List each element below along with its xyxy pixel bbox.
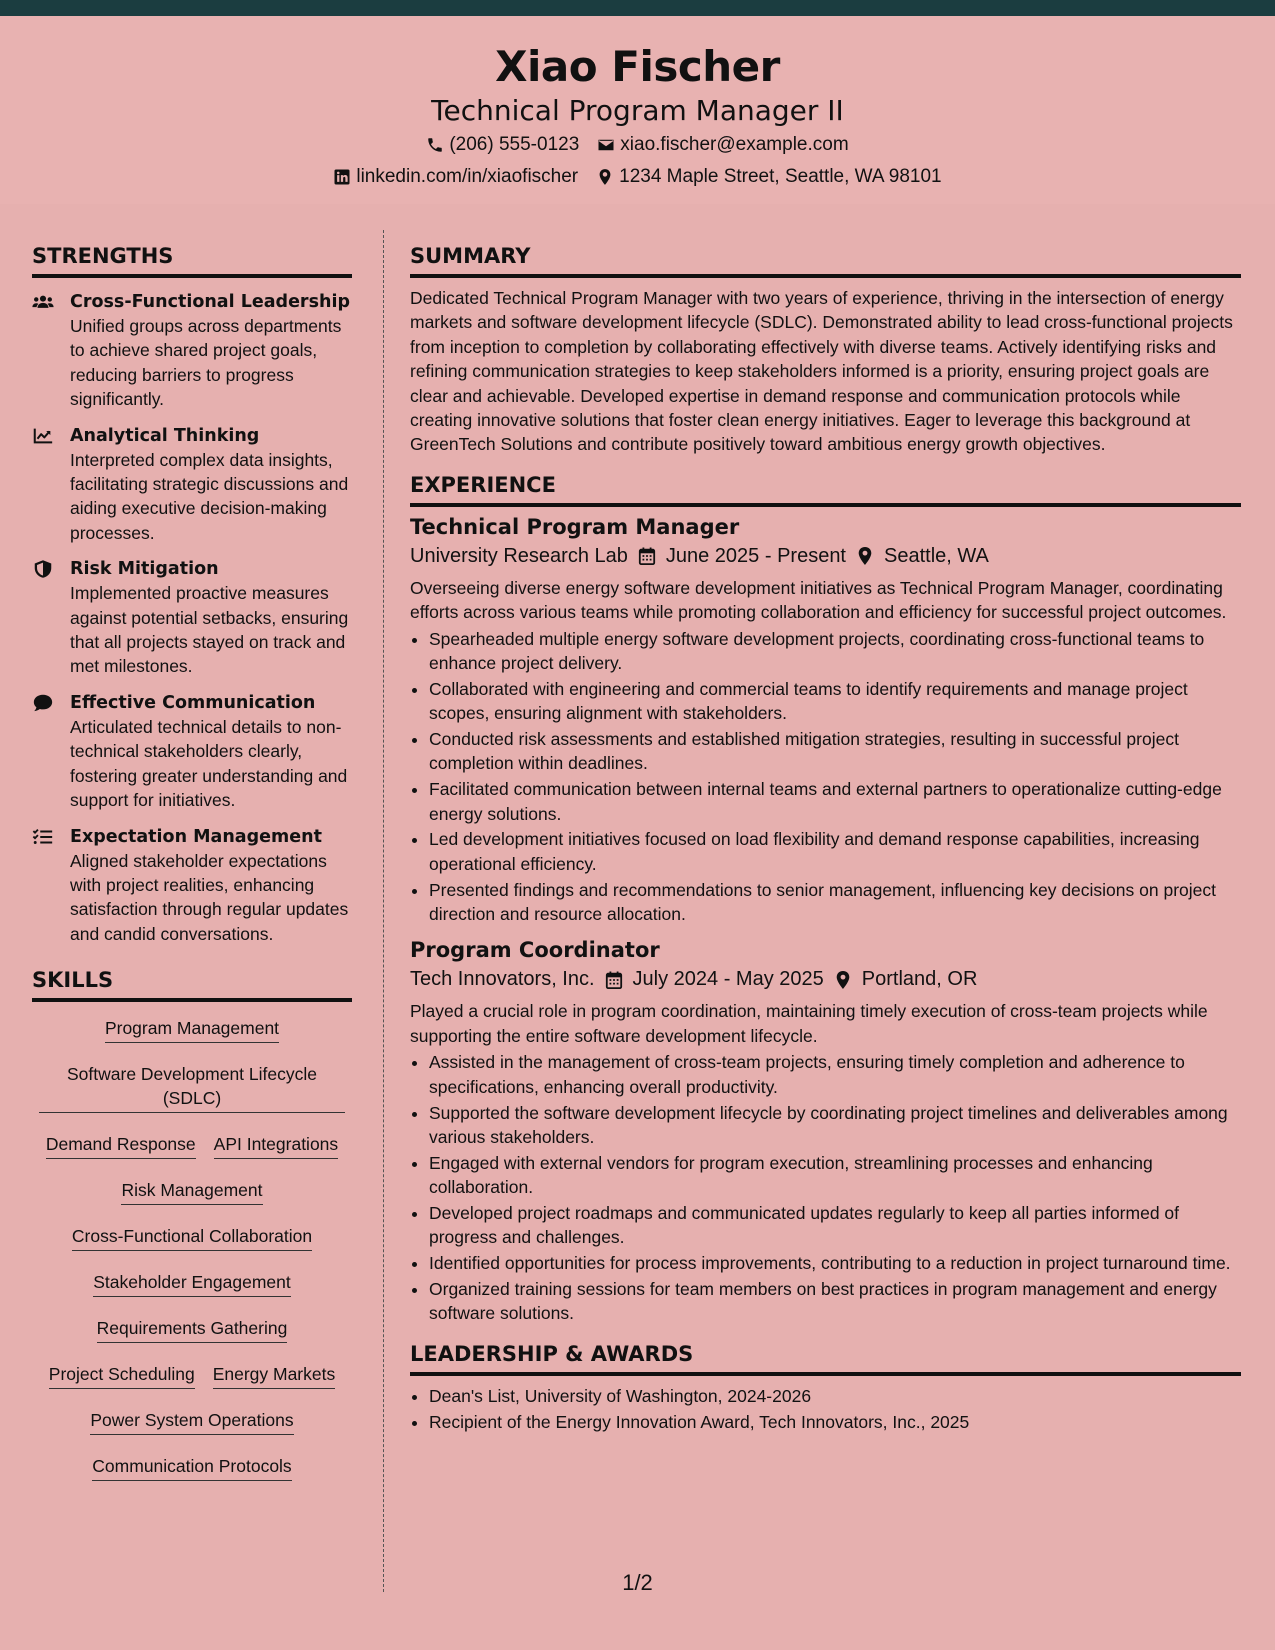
skill-tag: Demand Response <box>46 1130 196 1159</box>
strength-desc: Implemented proactive measures against potential setbacks, ensuring that all projects stayed on track and met milestones. <box>70 583 349 677</box>
job-bullet: • Conducted risk assessments and established mitigation strategies, resulting in successful project completion within deadlines. <box>429 727 1241 776</box>
strength-title: Effective Communication <box>70 692 316 713</box>
skill-tag: Risk Management <box>121 1176 262 1205</box>
strengths-heading: STRENGTHS <box>32 244 352 278</box>
email-contact[interactable] <box>597 134 848 156</box>
skills-list <box>32 1014 352 1498</box>
job-location-group <box>834 968 978 991</box>
experience-heading: EXPERIENCE <box>410 473 1241 507</box>
strength-desc: Unified groups across departments to achieve shared project goals, reducing barriers to progress significantly. <box>70 316 342 410</box>
linkedin-contact[interactable] <box>333 166 578 188</box>
job-meta <box>410 968 1241 991</box>
awards-heading: LEADERSHIP & AWARDS <box>410 1342 1241 1376</box>
top-accent-bar <box>0 0 1275 16</box>
awards-list <box>410 1384 1241 1434</box>
job-bullet: • Supported the software development lifecycle by coordinating project timelines and deliverables among various stakeholders. <box>429 1101 1241 1150</box>
job-bullets <box>410 627 1241 927</box>
right-column <box>410 244 1241 1435</box>
strength-item <box>32 691 352 813</box>
job-bullets <box>410 1050 1241 1325</box>
job-bullet: • Led development initiatives focused on load flexibility and demand response capabilities, increasing operational efficiency. <box>429 827 1241 876</box>
left-column <box>32 244 352 1498</box>
phone-icon <box>426 136 444 154</box>
email-text[interactable]: xiao.fischer@example.com <box>620 134 849 155</box>
job-bullet: • Organized training sessions for team members on best practices in program management and energy software solutions. <box>429 1277 1241 1326</box>
strength-desc: Articulated technical details to non-technical stakeholders clearly, fostering greater understanding and support for initiatives. <box>70 716 348 811</box>
linkedin-text[interactable]: linkedin.com/in/xiaofischer <box>356 166 579 187</box>
job-dates: July 2024 - May 2025 <box>632 968 824 991</box>
skill-tag: Program Management <box>105 1014 279 1043</box>
linkedin-icon <box>333 168 351 186</box>
strength-title: Cross-Functional Leadership <box>70 292 350 312</box>
strength-item <box>32 557 352 679</box>
map-pin-icon <box>834 970 852 990</box>
job-location-group <box>856 545 989 568</box>
users-icon <box>32 292 56 312</box>
calendar-icon <box>605 970 623 990</box>
job-bullet: • Developed project roadmaps and communicated updates regularly to keep all parties informed of progress and challenges. <box>429 1201 1241 1250</box>
comment-icon <box>32 693 56 713</box>
strength-item <box>32 290 352 412</box>
calendar-icon <box>638 546 656 566</box>
skill-tag: Project Scheduling <box>49 1360 195 1389</box>
summary-text: Dedicated Technical Program Manager with two years of experience, thriving in the intersection of energy markets and software development lifecycle (SDLC). Demonstrated ability to lead cross-functional projects from inception to completion by collaborating effectively with diverse teams. Actively identifying risks and refining communication strategies to keep stakeholders informed is a priority, ensuring project goals are clear and achievable. Developed expertise in demand response and communication protocols while creating innovative solutions that foster clean energy initiatives. Eager to leverage this background at GreenTech Solutions and contribute positively toward ambitious energy growth objectives. <box>410 288 1233 455</box>
job-role: Technical Program Manager <box>410 514 740 539</box>
map-pin-icon <box>596 168 614 186</box>
strength-item <box>32 825 352 947</box>
envelope-icon <box>597 136 615 154</box>
strength-desc: Aligned stakeholder expectations with project realities, enhancing satisfaction through regular updates and candid conversations. <box>70 850 349 944</box>
skill-tag: Power System Operations <box>90 1406 293 1435</box>
award-item: • Recipient of the Energy Innovation Award, Tech Innovators, Inc., 2025 <box>429 1410 1241 1434</box>
experience-entry <box>410 515 1241 927</box>
job-role: Program Coordinator <box>410 938 660 963</box>
award-item: • Dean's List, University of Washington, 2024-2026 <box>429 1384 1241 1408</box>
job-dates-group <box>605 968 824 991</box>
strength-title: Risk Mitigation <box>70 559 219 580</box>
chart-line-icon <box>32 426 56 446</box>
skill-tag: Software Development Lifecycle (SDLC) <box>39 1060 345 1113</box>
job-bullet: • Assisted in the management of cross-team projects, ensuring timely completion and adherence to specifications, enhancing overall productivity. <box>429 1050 1241 1099</box>
skill-tag: Stakeholder Engagement <box>93 1268 291 1297</box>
skills-heading: SKILLS <box>32 968 352 1002</box>
job-bullet: • Spearheaded multiple energy software development projects, coordinating cross-functional teams to enhance project delivery. <box>429 627 1241 676</box>
job-bullet: • Collaborated with engineering and commercial teams to identify requirements and manage project scopes, ensuring alignment with stakeholders. <box>429 677 1241 726</box>
strength-desc: Interpreted complex data insights, facilitating strategic discussions and aiding executive decision-making processes. <box>70 449 349 543</box>
skill-tag: Cross-Functional Collaboration <box>72 1222 312 1251</box>
summary-heading: SUMMARY <box>410 244 1241 278</box>
job-company: University Research Lab <box>410 544 628 567</box>
strength-title: Expectation Management <box>70 826 322 847</box>
skill-tag: Energy Markets <box>213 1360 336 1389</box>
contact-row-1 <box>0 134 1275 156</box>
map-pin-icon <box>856 546 874 566</box>
page-number: 1/2 <box>622 1570 653 1595</box>
column-divider <box>383 230 384 1592</box>
shield-icon <box>32 559 56 579</box>
list-check-icon <box>32 827 56 847</box>
job-meta <box>410 545 1241 568</box>
job-description: Played a crucial role in program coordination, maintaining timely execution of cross-team projects while supporting the entire software development lifecycle. <box>410 1001 1208 1046</box>
phone-contact <box>426 134 579 156</box>
candidate-name: Xiao Fischer <box>495 42 780 91</box>
job-location: Seattle, WA <box>884 544 989 567</box>
job-location: Portland, OR <box>861 968 978 991</box>
job-dates-group <box>638 545 846 568</box>
job-bullet: • Facilitated communication between internal teams and external partners to operationalize cutting-edge energy solutions. <box>429 777 1241 826</box>
job-company: Tech Innovators, Inc. <box>410 968 595 991</box>
strength-title: Analytical Thinking <box>70 425 260 446</box>
candidate-title: Technical Program Manager II <box>431 94 844 127</box>
address-text: 1234 Maple Street, Seattle, WA 98101 <box>619 166 942 187</box>
job-bullet: • Engaged with external vendors for program execution, streamlining processes and enhancing collaboration. <box>429 1151 1241 1200</box>
address-contact <box>596 166 942 188</box>
experience-entry <box>410 938 1241 1325</box>
job-bullet: • Presented findings and recommendations to senior management, influencing key decisions on project direction and resource allocation. <box>429 878 1241 927</box>
job-bullet: • Identified opportunities for process improvements, contributing to a reduction in project turnaround time. <box>429 1251 1241 1275</box>
job-dates: June 2025 - Present <box>665 544 846 567</box>
job-description: Overseeing diverse energy software development initiatives as Technical Program Manager, coordinating efforts across various teams while promoting collaboration and efficiency for successful project outcomes. <box>410 577 1227 623</box>
strength-item <box>32 424 352 546</box>
skill-tag: API Integrations <box>214 1130 339 1159</box>
skill-tag: Communication Protocols <box>92 1452 291 1481</box>
contact-row-2 <box>0 166 1275 188</box>
skill-tag: Requirements Gathering <box>97 1314 288 1343</box>
resume-header <box>0 16 1275 204</box>
phone-text: (206) 555-0123 <box>449 134 580 155</box>
